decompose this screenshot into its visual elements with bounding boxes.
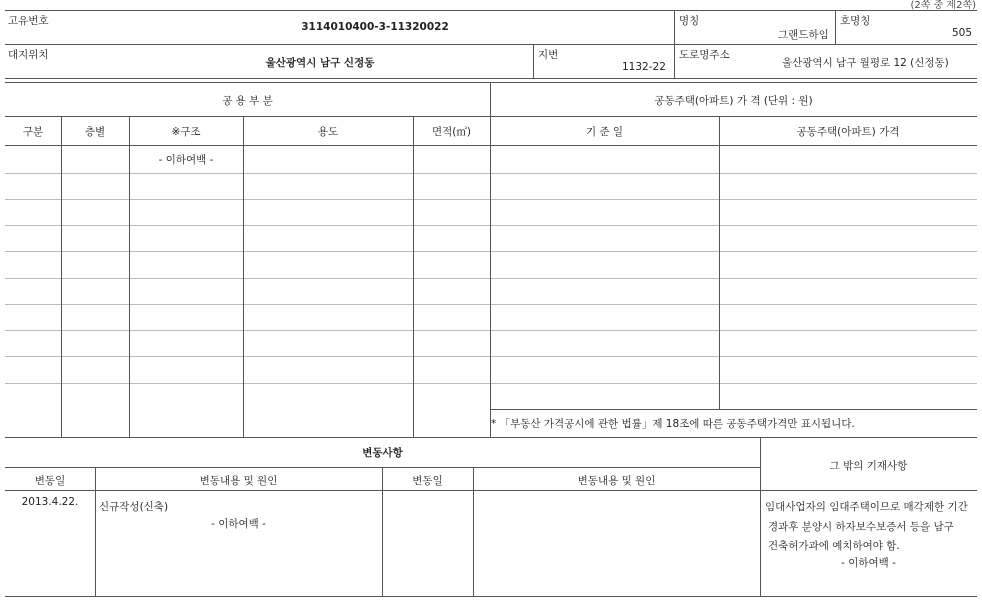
rule bbox=[5, 78, 977, 79]
price-footnote: * 「부동산 가격공시에 관한 법률」제 18조에 따른 공동주택가격만 표시됩니다. bbox=[491, 418, 855, 430]
col-change-date2: 변동일 bbox=[412, 475, 443, 487]
unit-value: 505 bbox=[951, 27, 972, 39]
rule bbox=[490, 409, 977, 410]
change-content: 신규작성(신축) bbox=[99, 501, 169, 513]
rule bbox=[5, 145, 977, 146]
col-change-content2: 변동내용 및 원인 bbox=[577, 475, 656, 487]
other-line-2: 경과후 분양시 하자보수보증서 등을 남구 bbox=[768, 521, 954, 533]
col-area: 면적(㎡) bbox=[432, 126, 471, 138]
rule bbox=[5, 173, 977, 174]
rule bbox=[413, 116, 414, 437]
unit-label: 호명칭 bbox=[840, 15, 871, 27]
rule bbox=[5, 251, 977, 252]
rule bbox=[5, 383, 977, 384]
name-value: 그랜드하임 bbox=[778, 29, 829, 41]
col-base-date: 기 준 일 bbox=[585, 126, 624, 138]
col-price: 공동주택(아파트) 가격 bbox=[796, 126, 900, 138]
rule bbox=[5, 82, 977, 83]
other-line-3: 건축허가과에 예치하여야 함. bbox=[768, 540, 900, 552]
rule bbox=[5, 199, 977, 200]
col-change-date: 변동일 bbox=[34, 475, 66, 487]
rule bbox=[5, 278, 977, 279]
road-value: 울산광역시 남구 월평로 12 (신정동) bbox=[782, 57, 949, 69]
rule bbox=[835, 10, 836, 44]
lot-label: 지번 bbox=[538, 49, 559, 61]
road-label: 도로명주소 bbox=[679, 49, 730, 61]
rule bbox=[5, 490, 977, 491]
rule bbox=[5, 330, 977, 331]
rule bbox=[5, 116, 977, 117]
common-title: 공 용 부 분 bbox=[222, 95, 273, 107]
col-usage: 용도 bbox=[317, 126, 339, 138]
col-floor: 층별 bbox=[84, 126, 106, 138]
page-indicator: (2쪽 중 제2쪽) bbox=[910, 0, 976, 11]
col-gubun: 구분 bbox=[22, 126, 44, 138]
price-title: 공동주택(아파트) 가 격 (단위 : 원) bbox=[654, 95, 813, 107]
location-label: 대지위치 bbox=[8, 49, 49, 61]
col-change-content: 변동내용 및 원인 bbox=[199, 475, 278, 487]
id-value: 3114010400-3-11320022 bbox=[301, 21, 449, 33]
location-value: 울산광역시 남구 신정동 bbox=[265, 57, 375, 69]
rule bbox=[719, 116, 720, 409]
rule bbox=[5, 225, 977, 226]
rule bbox=[5, 44, 977, 45]
rule bbox=[5, 10, 977, 11]
change-date: 2013.4.22. bbox=[21, 496, 79, 508]
other-blank-note: - 이하여백 - bbox=[841, 557, 896, 569]
changes-title: 변동사항 bbox=[362, 447, 403, 459]
col-structure: ※구조 bbox=[171, 126, 201, 138]
change-blank-note: - 이하여백 - bbox=[211, 518, 266, 530]
name-label: 명칭 bbox=[679, 15, 700, 27]
id-label: 고유번호 bbox=[8, 15, 49, 27]
rule bbox=[533, 44, 534, 78]
rule bbox=[674, 44, 675, 78]
rule bbox=[61, 116, 62, 437]
rule bbox=[674, 10, 675, 44]
rule bbox=[5, 304, 977, 305]
rule bbox=[5, 356, 977, 357]
lot-value: 1132-22 bbox=[622, 61, 666, 73]
rule bbox=[5, 437, 977, 438]
other-title: 그 밖의 기재사항 bbox=[829, 460, 908, 472]
rule bbox=[5, 596, 977, 597]
other-line-1: 임대사업자의 임대주택이므로 매각제한 기간 bbox=[765, 501, 968, 513]
rule bbox=[243, 116, 244, 437]
blank-note: - 이하여백 - bbox=[158, 154, 214, 166]
